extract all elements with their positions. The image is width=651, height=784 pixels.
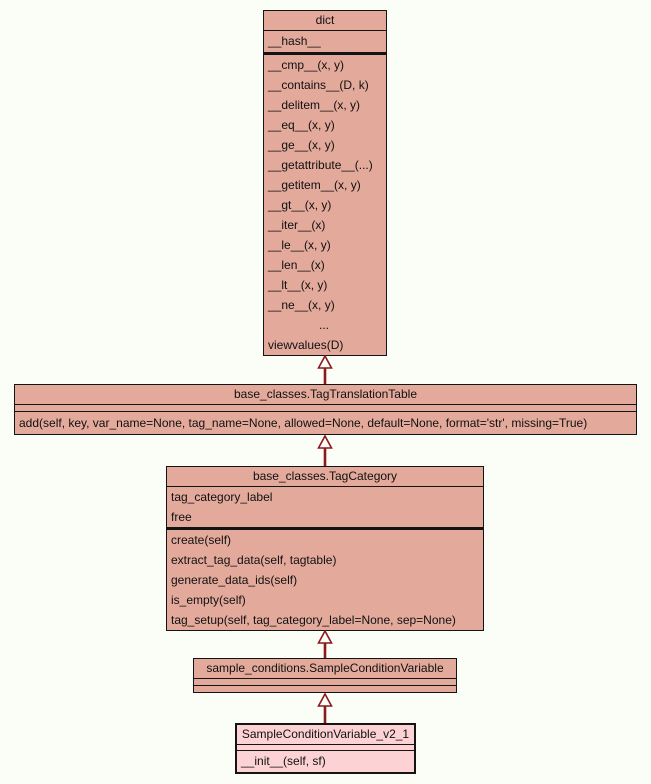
attribute-item: tag_category_label <box>171 490 273 504</box>
method-item: create(self) <box>171 533 232 547</box>
class-title: base_classes.TagTranslationTable <box>234 387 417 401</box>
method-item: is_empty(self) <box>171 593 246 607</box>
method-item: add(self, key, var_name=None, tag_name=None, allowed=None, default=None, format='str', missing=True) <box>19 416 588 430</box>
class-title: sample_conditions.SampleConditionVariable <box>206 661 444 675</box>
method-item: __getattribute__(...) <box>268 158 373 172</box>
method-item: extract_tag_data(self, tagtable) <box>171 553 337 567</box>
class-box-dict <box>263 10 387 356</box>
methods-compartment <box>264 54 386 355</box>
class-box-tagcategory <box>166 466 484 631</box>
method-item: __ge__(x, y) <box>268 138 335 152</box>
empty-methods <box>194 686 456 692</box>
method-item: __iter__(x) <box>268 218 326 232</box>
method-item: viewvalues(D) <box>268 338 344 352</box>
inheritance-arrow <box>317 435 333 466</box>
methods-compartment <box>194 685 456 692</box>
method-item: __cmp__(x, y) <box>268 58 345 72</box>
method-item: __gt__(x, y) <box>268 198 332 212</box>
method-item: tag_setup(self, tag_category_label=None, sep=None) <box>171 613 456 627</box>
attribute-item: free <box>171 510 192 524</box>
method-item: __ne__(x, y) <box>268 298 335 312</box>
method-item: __delitem__(x, y) <box>268 98 361 112</box>
class-title: SampleConditionVariable_v2_1 <box>241 727 410 741</box>
class-title: base_classes.TagCategory <box>252 469 398 483</box>
inheritance-arrow <box>317 630 333 658</box>
inheritance-arrow <box>317 693 333 723</box>
attributes-compartment <box>194 678 456 685</box>
attributes-compartment <box>15 404 636 411</box>
methods-compartment <box>15 411 636 434</box>
attributes-compartment <box>264 30 386 54</box>
methods-compartment <box>237 750 414 772</box>
class-title: dict <box>315 13 335 27</box>
attribute-item: __hash__ <box>268 34 321 48</box>
method-item: __contains__(D, k) <box>268 78 369 92</box>
class-box-tagtranslationtable <box>14 384 637 435</box>
class-box-sampleconditionvariable-v2-1 <box>235 723 416 774</box>
attributes-compartment <box>167 486 483 529</box>
method-item: __le__(x, y) <box>268 238 331 252</box>
method-item: generate_data_ids(self) <box>171 573 298 587</box>
method-item: __len__(x) <box>268 258 325 272</box>
method-item: __lt__(x, y) <box>268 278 328 292</box>
method-item: __eq__(x, y) <box>268 118 335 132</box>
ellipsis-item: ... <box>318 318 329 332</box>
method-item: __init__(self, sf) <box>241 754 326 768</box>
inheritance-arrow <box>317 355 333 384</box>
methods-compartment <box>167 529 483 630</box>
method-item: __getitem__(x, y) <box>268 178 361 192</box>
class-box-sampleconditionvariable <box>193 658 457 693</box>
